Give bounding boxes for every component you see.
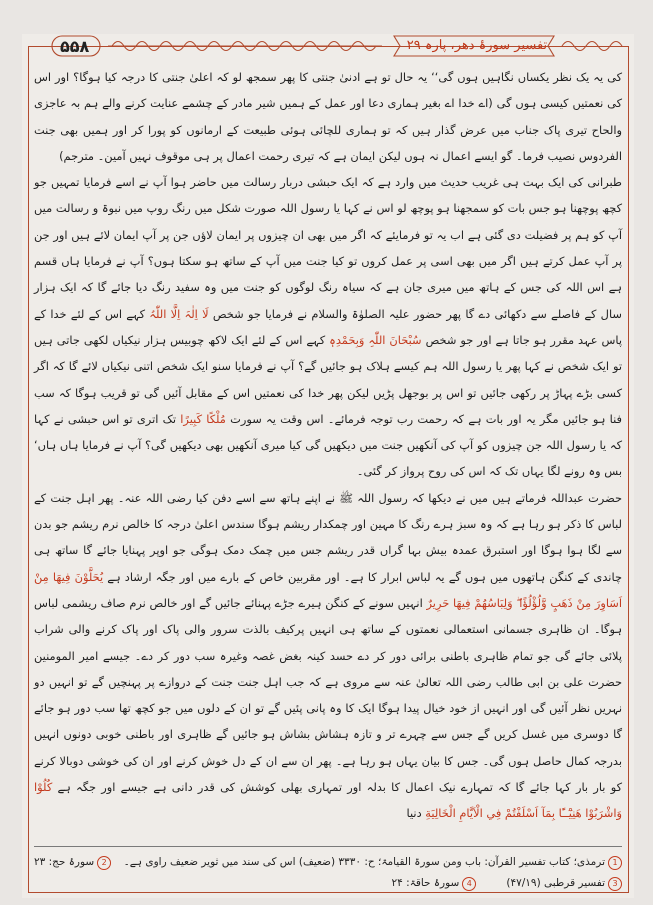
quran-verse-4: يُحَلَّوْنَ فِيهَا مِنْ اَسَاوِرَ مِنْ ذَهَبٍ وَّلُؤْلُؤًا ۖ وَلِبَاسُهُمْ فِيهَا حَرِيرٌ: [34, 569, 623, 610]
quran-phrase-2: سُبْحَانَ اللّٰہِ وَبِحَمْدِہٖ: [329, 332, 422, 347]
quran-phrase-3: مُلْكًا كَبِيرًا: [180, 411, 226, 426]
paragraph-3: حضرت عبداللہ فرماتے ہیں میں نے دیکھا کہ رسول اللہ ﷺ نے اپنے ہاتھ سے اسے دفن کیا رضی اللہ عنہ۔ پھر اہل جنت کے لباس کا ذکر ہو رہا ہے کہ وہ سبز ہرے رنگ کا مہین اور چمکدار ریشم ہوگا سندس اعلیٰ درجہ کا خالص نرم ریشم جو بدن سے لگا ہوا ہوگا اور استبرق عمدہ بیش بہا گراں قدر ریشم جس میں چمک دمک ہوگی جو اوپر پہنایا جائے گا ساتھ ہی چاندی کے کنگن ہاتھوں میں ہوں گے یہ لباس ابرار کا ہے۔ اور مقربین خاص کے بارے میں اور جگہ ارشاد ہے يُحَلَّوْنَ فِيهَا مِنْ اَسَاوِرَ مِنْ ذَهَبٍ وَّلُؤْلُؤًا ۖ وَلِبَاسُهُمْ فِيهَا حَرِيرٌ انہیں سونے کے کنگن ہیرے جڑے پہنائے جائیں گے اور خالص نرم صاف ریشمی لباس ہوگا۔ ان ظاہری جسمانی استعمالی نعمتوں کے ساتھ ہی انہیں پرکیف بالذت سرور والی پاک اور پاک کرنے والی شراب پلائی جائے گی جو تمام ظاہری باطنی برائی دور کر دے حسد کینہ بغض غصہ وغیرہ سب دور کر دے۔ جیسے امیر المومنین حضرت علی بن ابی طالب رضی اللہ تعالیٰ عنہ سے مروی ہے کہ جب اہل جنت جنت کے دروازے پر پہنچیں گے تو انہیں دو نہریں نظر آئیں گی اور انہیں از خود خیال پیدا ہوگا ایک کا وہ پانی پئیں گے تو ان کے دلوں میں جو کچھ تھا سب دور ہو جائے گا دوسری میں غسل کریں گے جس سے چہرے تر و تازہ ہشاش بشاش ہو جائیں گے ظاہری اور باطنی خوبی دونوں انہیں بدرجہ کمال حاصل ہوں گی۔ جس کا بیان یہاں ہو رہا ہے۔ پھر ان سے ان کے دل خوش کرنے اور ان کی خوشی دوبالا کرنے کو بار بار کہا جائے گا کہ تمہارے نیک اعمال کا بدلہ اور تمہاری بھلی کوشش کی قدر دانی ہے جیسے اور جگہ ہے كُلُوْا وَاشْرَبُوْا هَنِيْٓــًٔا بِمَآ اَسْلَفْتُمْ فِي الْاَيَّامِ الْخَالِيَةِ دنیا: [34, 490, 623, 821]
footnote-row-1: [34, 852, 622, 873]
quran-phrase-1: لَا اِلٰہَ اِلَّا اللّٰہُ: [149, 306, 209, 321]
footnote-1: 1ترمذی؛ کتاب تفسیر القرآن: باب ومن سورۃ القیامۃ؛ ح: ۳۳۳۰ (ضعیف) اس کی سند میں ثویر ضعیف راوی ہے۔: [124, 852, 622, 873]
header-ornament: [22, 34, 634, 58]
footnote-row-2: [34, 873, 622, 894]
body-text: [34, 64, 622, 834]
quran-verse-5: كُلُوْا وَاشْرَبُوْا هَنِيْٓــًٔا بِمَآ اَسْلَفْتُمْ فِي الْاَيَّامِ الْخَالِيَةِ: [34, 780, 622, 821]
paragraph-2: طبرانی کی ایک بہت ہی غریب حدیث میں وارد ہے کہ ایک حبشی دربار رسالت میں حاضر ہوا آپ نے اسے فرمایا تمہیں جو کچھ پوچھنا ہو جس بات کو سمجھنا ہو پوچھ لو اس نے کہا یا رسول اللہ صورت شکل میں رنگ روپ میں نبوۃ و رسالت میں آپ کو ہم پر فضیلت دی گئی ہے اب یہ تو فرمایئے کہ اگر میں بھی ان چیزوں پر ایمان لاؤں جن پر آپ ایمان لائے ہیں اور جن پر آپ عمل کرتے ہیں اگر میں بھی اسی پر عمل کروں تو کیا جنت میں آپ کے ساتھ ہو سکتا ہوں؟ آپ نے فرمایا ہاں قسم ہے اس اللہ کی جس کے ہاتھ میں میری جان ہے کہ سیاہ رنگ لوگوں کو جنت میں وہ سفید رنگ دیا جائے گا کہ ایک ہزار سال کے فاصلے سے دکھائی دے گا پھر حضور علیہ الصلوٰۃ والسلام نے فرمایا جو شخص لَا اِلٰہَ اِلَّا اللّٰہُ کہے اس کے لئے خدا کے پاس عہد مقرر ہو جاتا ہے اور جو شخص سُبْحَانَ اللّٰہِ وَبِحَمْدِہٖ کہے اس کے لئے ایک لاکھ چوبیس ہزار نیکیاں لکھی جاتی ہیں تو ایک شخص نے کہا پھر یا رسول اللہ ہم کیسے ہلاک ہو جائیں گے؟ آپ نے فرمایا سنو ایک شخص اتنی نیکیاں لائے گا کہ اگر کسی بڑے پہاڑ پر رکھی جائیں تو اس پر بوجھل پڑیں لیکن پھر خدا کی نعمتیں اس کے مقابل آئیں گی تو قریب ہوگا کہ سب فنا ہو جائیں مگر یہ اور بات ہے کہ رحمت رب توجہ فرمائے۔ اس وقت یہ سورت مُلْكًا كَبِيرًا تک اتری تو اس حبشی نے کہا کہ یا رسول اللہ جن چیزوں کو آپ کی آنکھیں جنت میں دیکھیں گی کیا میری آنکھیں بھی دیکھیں گی؟ آپ نے فرمایا ہاں ہاں‘ بس وہ رونے لگا یہاں تک کہ اس کی روح پرواز کر گئی۔: [34, 175, 623, 479]
footnote-3: 3تفسیر قرطبی (۴۷/۱۹): [506, 873, 622, 894]
paragraph-1: کی یہ یک نظر یکساں نگاہیں ہوں گی‘‘ یہ حال تو ہے ادنیٰ جنتی کا پھر سمجھ لو کہ اعلیٰ جنتی کا درجہ کیا ہوگا؟ اور اس کی نعمتیں کیسی ہوں گی (اے خدا اے بغیر ہماری دعا اور عمل کے ہمیں شیر مادر کے چشمے عنایت کرنے والے ہم بہ عاجزی والحاح تیری پاک جناب میں عرض گذار ہیں کہ تو ہماری للچائی ہوئی طبیعت کے ارمانوں کو پورا کر اور ہمیں بھی جنت الفردوس نصیب فرما۔ گو ایسے اعمال نہ ہوں لیکن ایمان ہے کہ تیری رحمت اعمال پر ہی موقوف نہیں آمین۔ مترجم): [34, 70, 622, 163]
page: [22, 34, 634, 898]
footnote-2: 2سورۂ حج: ۲۳: [34, 852, 111, 873]
page-number: ۵۵۸: [60, 37, 90, 56]
footnote-separator: [34, 846, 622, 847]
running-title: تفسیر سورۂ دھر، پارہ ۲۹: [406, 38, 548, 53]
footnotes: [34, 852, 622, 894]
footnote-4: 4سورۂ حاقۃ: ۲۴: [392, 873, 477, 894]
